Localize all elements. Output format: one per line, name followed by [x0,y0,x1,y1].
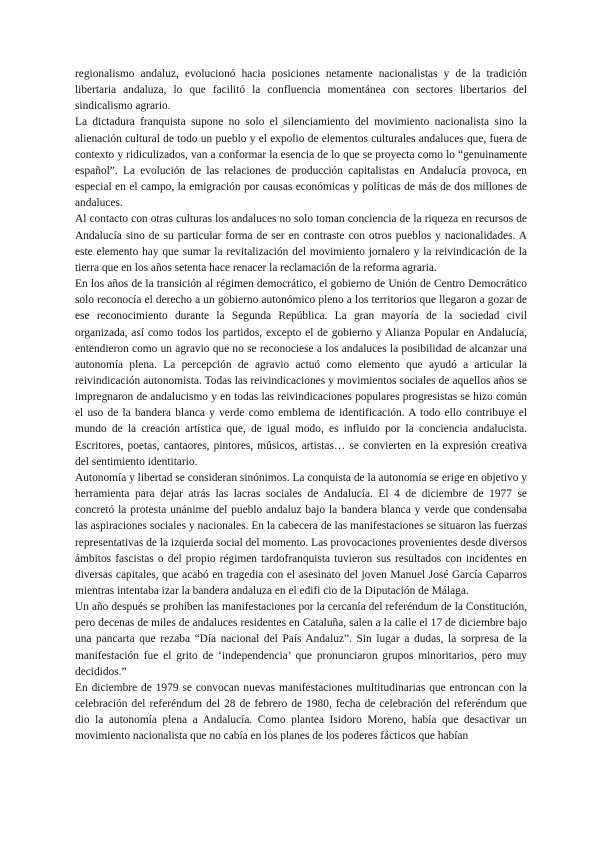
paragraph-6: Un año después se prohíben las manifestaciones por la cercanía del referéndum de la Constitución, pero decenas de miles de andaluces residentes en Cataluña, salen a la calle el 17 de diciembre bajo una pancarta que rezaba “Día nacional del País Andaluz”. Sin lugar a dudas, la sorpresa de la manifestación fue el grito de ‘independencia’ que pronunciaron grupos minoritarios, pero muy decididos.” [75,601,527,678]
paragraph-3: Al contacto con otras culturas los andaluces no solo toman conciencia de la riqueza en recursos de Andalucía sino de su particular forma de ser en contraste con otros pueblos y nacionalidades. A este elemento hay que sumar la revitalización del movimiento jornalero y la reivindicación de la tierra que en los años setenta hace renacer la reclamación de la reforma agraria. [75,213,527,274]
document-page [75,66,527,745]
paragraph-1: regionalismo andaluz, evolucionó hacia posiciones netamente nacionalistas y de la tradición libertaria andaluza, lo que facilitó la confluencia momentánea con sectores libertarios del sindicalismo agrario. [75,68,527,113]
paragraph-5: Autonomía y libertad se consideran sinónimos. La conquista de la autonomía se erige en objetivo y herramienta para dejar atrás las lacras sociales de Andalucía. El 4 de diciembre de 1977 se concretó la protesta unánime del pueblo andaluz bajo la bandera blanca y verde que condensaba las aspiraciones sociales y nacionales. En la cabecera de las manifestaciones se situaron las fuerzas representativas de la izquierda social del momento. Las provocaciones provenientes desde diversos ámbitos fascistas o del propio régimen tardofranquista tuvieron sus resultados con incidentes en diversas capitales, que acabó en tragedia con el asesinato del joven Manuel José García Caparros mientras intentaba izar la bandera andaluza en el edifi cio de la Diputación de Málaga. [75,471,527,597]
paragraph-4: En los años de la transición al régimen democrático, el gobierno de Unión de Centro Democrático solo reconocía el derecho a un gobierno autonómico pleno a los territorios que llegaron a gozar de ese reconocimiento durante la Segunda República. La gran mayoría de la sociedad civil organizada, así como todos los partidos, excepto el de gobierno y Alianza Popular en Andalucía, entendieron como un agravio que no se reconociese a los andaluces la posibilidad de alcanzar una autonomía plena. La percepción de agravio actuó como elemento que ayudó a articular la reivindicación autonomista. Todas las reivindicaciones y movimientos sociales de aquellos años se impregnaron de andalucismo y en todas las reivindicaciones populares progresistas se hizo común el uso de la bandera blanca y verde como emblema de identificación. A todo ello contribuye el mundo de la creación artística que, de igual modo, es influido por la conciencia andalucista. Escritores, poetas, cantaores, pintores, músicos, artistas… se convierten en la expresión creativa del sentimiento identitario. [75,278,527,468]
paragraph-2: La dictadura franquista supone no solo el silenciamiento del movimiento nacionalista sino la alienación cultural de todo un pueblo y el expolio de elementos culturales andaluces que, fuera de contexto y ridiculizados, van a conformar la esencia de lo que se proyecta como lo “genuinamente español”. La evolución de las relaciones de producción capitalistas en Andalucía provoca, en especial en el campo, la emigración por causas económicas y políticas de más de dos millones de andaluces. [75,116,527,210]
paragraph-7: En diciembre de 1979 se convocan nuevas manifestaciones multitudinarias que entroncan con la celebración del referéndum del 28 de febrero de 1980, fecha de celebración del referéndum que dio la autonomía plena a Andalucía. Como plantea Isidoro Moreno, había que desactivar un movimiento nacionalista que no cabía en los planes de los poderes fácticos que habían [75,681,527,743]
